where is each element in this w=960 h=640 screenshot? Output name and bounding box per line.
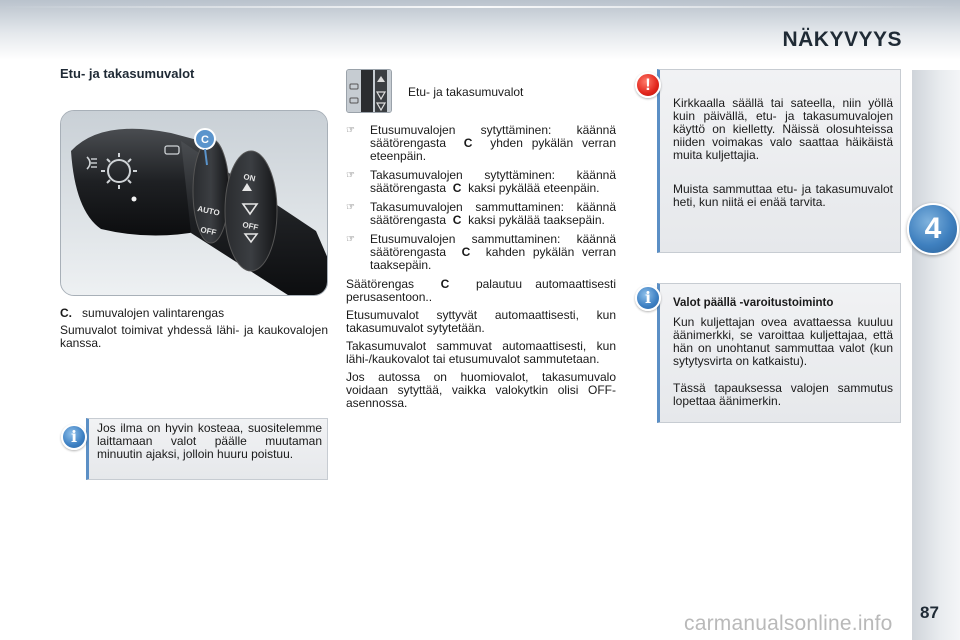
column-title: Etu- ja takasumuvalot	[60, 66, 195, 81]
auto-off-paragraph: Takasumuvalot sammuvat automaattisesti, kun lähi-/kaukovalot tai etusumuvalot sammutetaan.	[346, 339, 616, 366]
list-item	[346, 169, 616, 195]
fog-light-paragraph: Sumuvalot toimivat yhdessä lähi- ja kaukovalojen kanssa.	[60, 323, 328, 350]
watermark: carmanualsonline.info	[684, 612, 893, 635]
pointing-hand-icon: ☞	[346, 125, 355, 136]
list-item	[346, 124, 616, 163]
info-icon: i	[61, 424, 87, 450]
legend-text: sumuvalojen valintarengas	[82, 306, 225, 320]
step-text-end: kahden pykälän verran taaksepäin.	[370, 245, 617, 272]
fog-ring-thumbnail	[346, 69, 392, 113]
step-text-end: yhden pykälän verran eteenpäin.	[370, 136, 616, 163]
reset-text: Säätörengas	[346, 277, 415, 291]
warning-text-2: Muista sammuttaa etu- ja takasumuvalot heti, kun niitä ei enää tarvita.	[673, 182, 893, 209]
switch-label-off-upper: OFF	[199, 225, 218, 238]
step-text-end: kaksi pykälää taaksepäin.	[468, 213, 605, 227]
legend-letter: C.	[60, 306, 72, 320]
warning-text-1: Kirkkaalla säällä tai sateella, niin yöllä kuin päivällä, etu- ja takasumuvalojen käyttö on kielletty. Näissä olosuhteissa niiden voimakas valo saattaa häikäistä muita kuljettajia.	[673, 96, 893, 162]
thumbnail-caption: Etu- ja takasumuvalot	[408, 85, 524, 99]
step-key: C	[461, 245, 471, 259]
callout-c: C	[201, 134, 209, 146]
switch-label-off-lower: OFF	[241, 220, 260, 233]
column2-text	[346, 124, 616, 410]
step-key: C	[452, 181, 462, 195]
list-item	[346, 201, 616, 227]
switch-label-auto: AUTO	[196, 204, 221, 218]
pointing-hand-icon: ☞	[346, 234, 355, 245]
lights-on-title: Valot päällä -varoitustoiminto	[673, 297, 834, 309]
info-box-humidity	[86, 418, 328, 480]
pointing-hand-icon: ☞	[346, 202, 355, 213]
reset-key: C	[440, 277, 450, 291]
reset-text-end: palautuu automaattisesti perusasentoon..	[346, 277, 617, 304]
step-text: Etusumuvalojen sammuttaminen: käännä säätörengasta	[370, 232, 616, 259]
lights-on-text-2: Tässä tapauksessa valojen sammutus lopettaa äänimerkin.	[673, 381, 893, 408]
switch-label-on: ON	[242, 172, 257, 184]
list-item	[346, 233, 616, 272]
chapter-strip	[912, 70, 960, 640]
step-text: Takasumuvalojen sammuttaminen: käännä säätörengasta	[370, 200, 616, 227]
step-text-end: kaksi pykälää eteenpäin.	[468, 181, 600, 195]
lights-on-text-1: Kun kuljettajan ovea avattaessa kuuluu äänimerkki, se varoittaa kuljettajaa, että hän on unohtanut sammuttaa valot (kun sytytysvirta on katkaistu).	[673, 315, 893, 368]
warning-icon: !	[635, 72, 661, 98]
section-title: NÄKYVYYS	[782, 28, 902, 51]
chapter-tab[interactable]: 4	[907, 203, 959, 255]
daytime-lights-paragraph: Jos autossa on huomiovalot, takasumuvalo voidaan sytyttää, vaikka valokytkin olisi OFF-asennossa.	[346, 370, 616, 410]
page-number: 87	[920, 603, 939, 622]
fog-light-switch-photo	[60, 110, 328, 296]
reset-paragraph	[346, 278, 616, 304]
auto-on-paragraph: Etusumuvalot syttyvät automaattisesti, kun takasumuvalot sytytetään.	[346, 308, 616, 335]
step-key: C	[452, 213, 462, 227]
step-text: Takasumuvalojen sytyttäminen: käännä säätörengasta	[370, 168, 616, 195]
info-box-humidity-text: Jos ilma on hyvin kosteaa, suositelemme laittamaan valot päälle muutaman minuutin ajaksi, jolloin huuru poistuu.	[97, 421, 322, 461]
lights-on-warning-box	[657, 283, 901, 423]
fog-ring-thumbnail-art	[347, 70, 392, 113]
fog-light-steps	[346, 124, 616, 272]
legend-line	[60, 307, 328, 320]
warning-box	[657, 69, 901, 253]
pointing-hand-icon: ☞	[346, 170, 355, 181]
column1-text	[60, 307, 328, 350]
step-key: C	[463, 136, 473, 150]
step-text: Etusumuvalojen sytyttäminen: käännä säätörengasta	[370, 123, 616, 150]
info-icon: i	[635, 285, 661, 311]
stalk-illustration	[61, 111, 328, 296]
